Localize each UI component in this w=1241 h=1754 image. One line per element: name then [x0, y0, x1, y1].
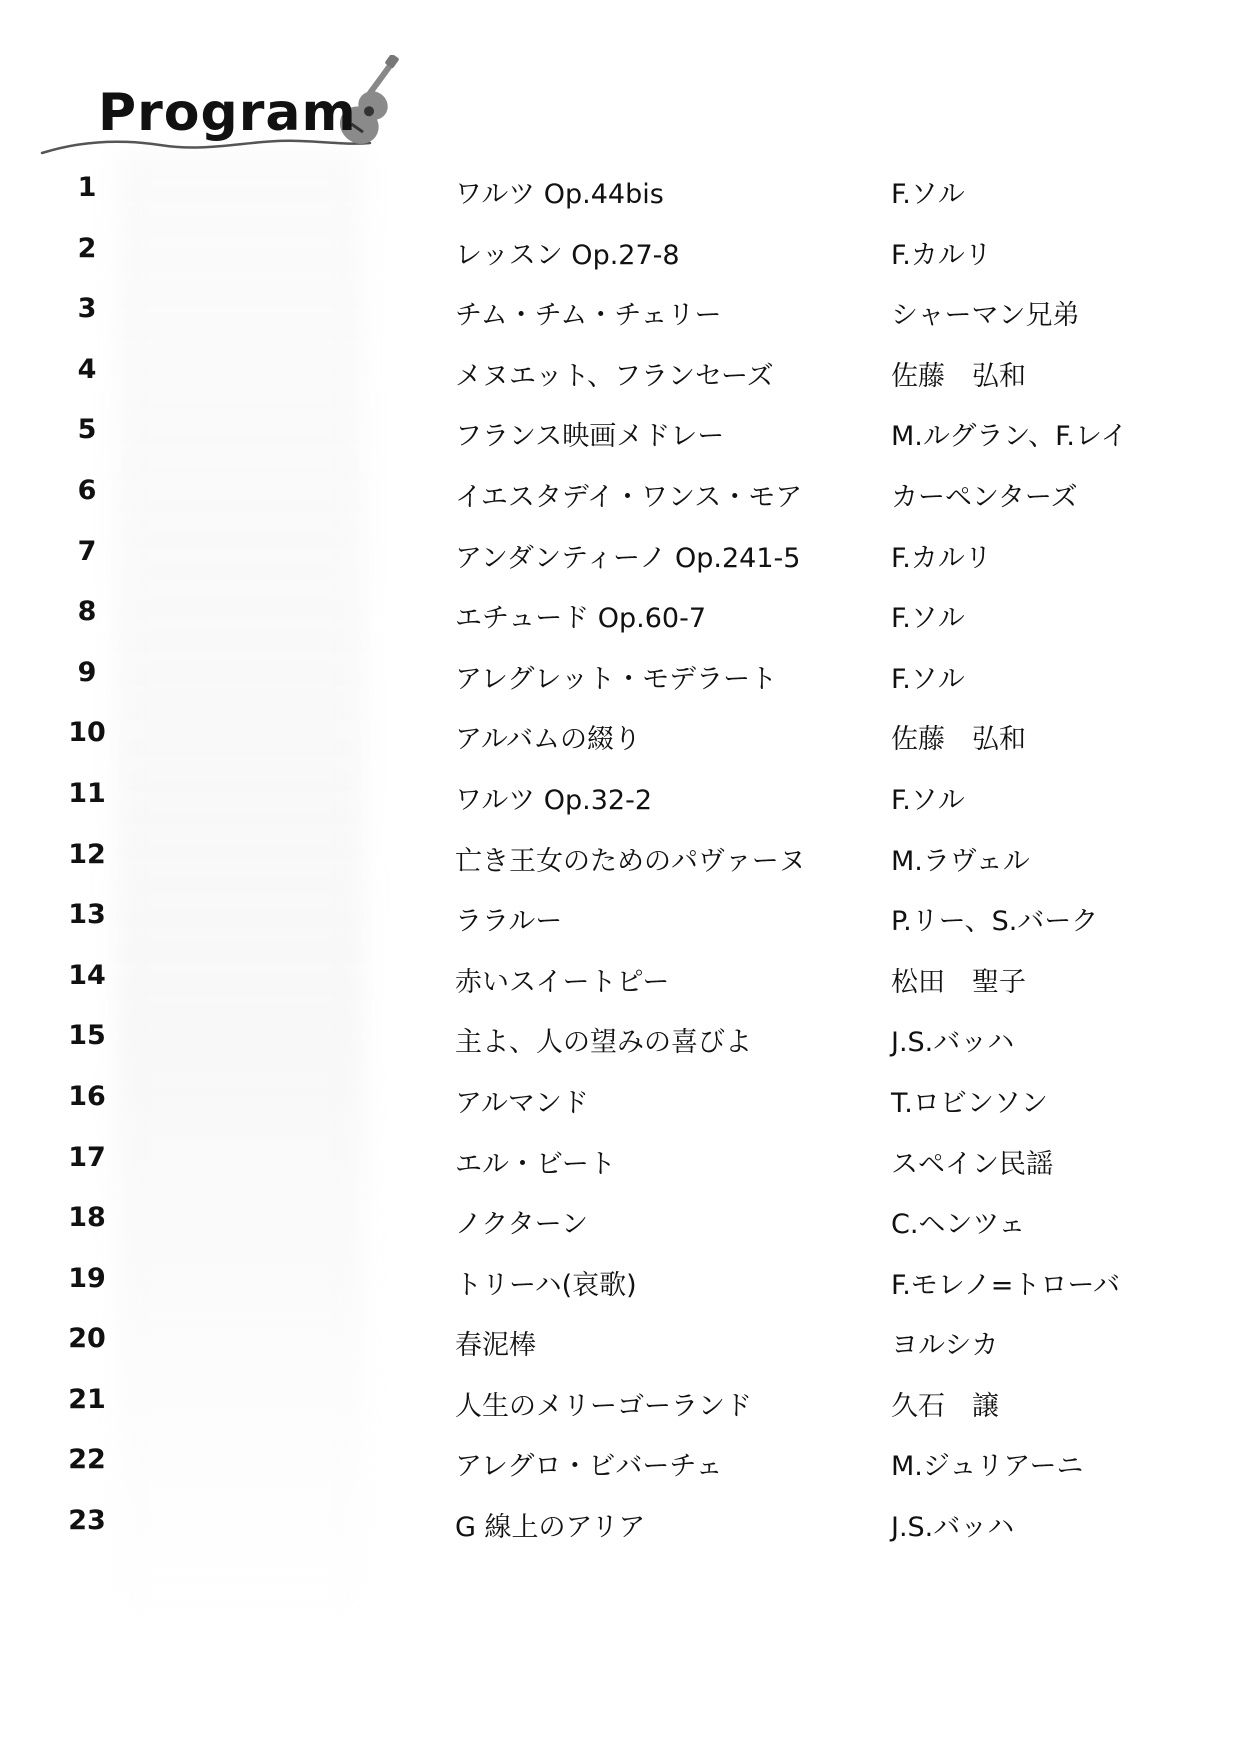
piece-title: ワルツ Op.32-2 [455, 784, 653, 816]
program-row [0, 342, 1241, 403]
composer-name: P.リー、S.バーク [891, 906, 1099, 938]
piece-title: 主よ、人の望みの喜びよ [455, 1027, 752, 1059]
piece-title: アルバムの綴り [455, 724, 642, 756]
program-number: 3 [77, 293, 97, 325]
program-row [0, 766, 1241, 827]
piece-title: ワルツ Op.44bis [455, 179, 664, 210]
program-number: 8 [77, 596, 97, 628]
composer-name: 久石 譲 [891, 1390, 999, 1422]
piece-title: 春泥棒 [455, 1330, 536, 1362]
program-row [0, 705, 1241, 766]
program-number: 16 [68, 1080, 106, 1112]
composer-name: J.S.バッハ [891, 1512, 1015, 1544]
program-row [0, 1311, 1241, 1372]
composer-name: ヨルシカ [891, 1330, 999, 1362]
piece-title: チム・チム・チェリー [455, 300, 722, 332]
composer-name: 佐藤 弘和 [891, 724, 1026, 756]
program-row [0, 221, 1241, 282]
composer-name: F.ソル [891, 784, 965, 816]
program-number: 20 [68, 1323, 106, 1355]
program-number: 22 [68, 1444, 106, 1476]
piece-title: エチュード Op.60-7 [455, 603, 707, 635]
composer-name: M.ラヴェル [891, 845, 1030, 877]
program-number: 17 [68, 1141, 106, 1173]
composer-name: C.ヘンツェ [891, 1209, 1026, 1241]
composer-name: J.S.バッハ [891, 1027, 1015, 1059]
program-number: 7 [77, 535, 97, 567]
program-row [0, 827, 1241, 888]
program-header [40, 55, 420, 165]
program-row [0, 402, 1241, 463]
program-number: 12 [68, 838, 106, 870]
page-title: Program [98, 83, 357, 143]
program-list [0, 160, 1241, 1554]
program-number: 5 [77, 414, 97, 446]
composer-name: 松田 聖子 [891, 966, 1026, 998]
program-number: 18 [68, 1202, 106, 1234]
composer-name: F.モレノ=トローバ [891, 1269, 1120, 1301]
piece-title: 亡き王女のためのパヴァーヌ [455, 845, 806, 877]
program-row [0, 1372, 1241, 1433]
piece-title: フランス映画メドレー [455, 421, 725, 453]
program-row [0, 645, 1241, 706]
program-row [0, 1069, 1241, 1130]
composer-name: F.カルリ [891, 239, 992, 271]
program-number: 9 [77, 656, 97, 688]
program-number: 14 [68, 959, 106, 991]
program-number: 1 [77, 172, 97, 203]
piece-title: アレグレット・モデラート [455, 663, 778, 695]
composer-name: M.ルグラン、F.レイ [891, 421, 1128, 453]
composer-name: シャーマン兄弟 [891, 300, 1080, 332]
composer-name: F.ソル [891, 663, 965, 695]
composer-name: M.ジュリアーニ [891, 1451, 1084, 1483]
piece-title: メヌエット、フランセーズ [455, 360, 774, 392]
program-number: 2 [77, 232, 97, 264]
composer-name: 佐藤 弘和 [891, 360, 1026, 392]
program-row [0, 1190, 1241, 1251]
program-row [0, 887, 1241, 948]
program-number: 10 [68, 717, 106, 749]
composer-name: T.ロビンソン [891, 1087, 1048, 1119]
piece-title: ララルー [455, 906, 563, 938]
piece-title: ノクターン [455, 1209, 589, 1241]
program-row [0, 1251, 1241, 1312]
piece-title: トリーハ(哀歌) [455, 1269, 637, 1301]
piece-title: アルマンド [455, 1087, 589, 1119]
program-row [0, 524, 1241, 585]
piece-title: G 線上のアリア [455, 1512, 646, 1544]
piece-title: アンダンティーノ Op.241-5 [455, 542, 801, 574]
program-row [0, 160, 1241, 221]
program-number: 13 [68, 899, 106, 931]
program-row [0, 1493, 1241, 1554]
piece-title: 人生のメリーゴーランド [455, 1390, 752, 1422]
program-row [0, 281, 1241, 342]
composer-name: F.カルリ [891, 542, 992, 574]
program-row [0, 584, 1241, 645]
piece-title: レッスン Op.27-8 [455, 239, 680, 271]
piece-title: イエスタデイ・ワンス・モア [455, 481, 803, 513]
program-row [0, 1008, 1241, 1069]
program-row [0, 1432, 1241, 1493]
program-number: 6 [77, 474, 97, 506]
program-number: 11 [68, 777, 106, 809]
program-number: 19 [68, 1262, 106, 1294]
program-row [0, 463, 1241, 524]
composer-name: カーペンターズ [891, 481, 1078, 513]
piece-title: 赤いスイートピー [455, 966, 670, 998]
program-number: 21 [68, 1383, 106, 1415]
composer-name: スペイン民謡 [891, 1148, 1053, 1180]
program-row [0, 1130, 1241, 1191]
program-number: 4 [77, 353, 97, 385]
piece-title: アレグロ・ビバーチェ [455, 1451, 723, 1483]
piece-title: エル・ビート [455, 1148, 616, 1180]
composer-name: F.ソル [891, 603, 965, 635]
program-number: 23 [68, 1505, 106, 1537]
composer-name: F.ソル [891, 179, 965, 210]
program-row [0, 948, 1241, 1009]
program-number: 15 [68, 1020, 106, 1052]
